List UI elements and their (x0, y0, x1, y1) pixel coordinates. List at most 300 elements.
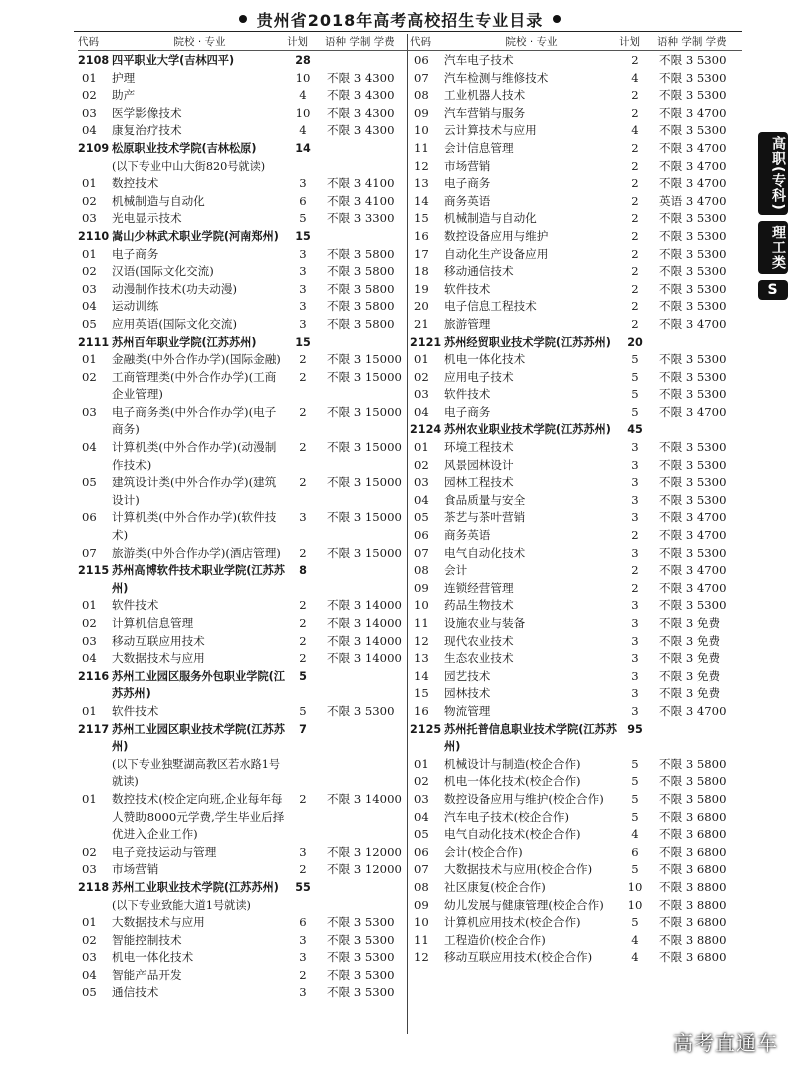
row-rest: 不限 3 5300 (327, 915, 395, 930)
right-column (410, 34, 742, 967)
row-code: 06 (414, 528, 429, 543)
row-plan: 5 (299, 211, 307, 226)
row-rest: 不限 3 5300 (659, 246, 727, 261)
row-rest: 不限 3 5800 (327, 264, 395, 279)
row-plan: 5 (299, 669, 307, 683)
major-row (410, 562, 742, 580)
row-plan: 2 (631, 281, 639, 296)
row-code: 03 (414, 791, 429, 806)
row-code: 2116 (78, 669, 110, 683)
row-plan: 5 (631, 756, 639, 771)
row-name: 商务英语 (444, 528, 491, 543)
row-rest: 不限 3 4700 (659, 528, 727, 543)
row-rest: 不限 3 15000 (327, 440, 402, 455)
row-name: 大数据技术与应用 (112, 651, 205, 666)
bullet-icon (239, 15, 247, 23)
row-rest: 不限 3 6800 (659, 844, 727, 859)
row-rest: 不限 3 15000 (327, 369, 402, 384)
row-name: 市场营销 (444, 158, 491, 173)
row-code: 13 (414, 176, 429, 191)
row-plan: 5 (631, 862, 639, 877)
school-row (78, 52, 410, 70)
row-name: 移动通信技术 (444, 264, 514, 279)
row-plan: 4 (299, 88, 307, 103)
major-row (410, 193, 742, 211)
row-code: 04 (414, 492, 429, 507)
major-row (410, 263, 742, 281)
major-row (78, 316, 410, 334)
row-code: 13 (414, 651, 429, 666)
row-rest: 不限 3 4700 (659, 158, 727, 173)
row-code: 15 (414, 686, 429, 701)
row-code: 03 (82, 633, 97, 648)
school-row (78, 562, 410, 597)
row-rest: 不限 3 15000 (327, 352, 402, 367)
major-row (78, 105, 410, 123)
bullet-icon (553, 15, 561, 23)
row-plan: 5 (631, 387, 639, 402)
row-rest: 不限 3 3300 (327, 211, 395, 226)
row-name: 茶艺与茶叶营销 (444, 510, 526, 525)
left-column (78, 34, 410, 1002)
row-code: 01 (82, 598, 97, 613)
major-row (410, 474, 742, 492)
row-name: 计算机信息管理 (112, 616, 194, 630)
row-plan: 3 (631, 616, 639, 630)
major-row (410, 791, 742, 809)
row-rest: 不限 3 4700 (659, 140, 727, 155)
row-name: 软件技术 (444, 281, 491, 296)
row-name: 康复治疗技术 (112, 123, 182, 138)
row-rest: 不限 3 8800 (659, 897, 727, 912)
row-plan: 10 (627, 879, 643, 894)
school-row (410, 421, 742, 439)
row-code: 10 (414, 598, 429, 613)
row-plan: 5 (631, 404, 639, 419)
row-code: 2121 (410, 335, 442, 349)
row-rest: 不限 3 5300 (659, 123, 727, 138)
header-plan: 计划 (619, 36, 640, 48)
row-rest: 不限 3 4700 (659, 176, 727, 191)
row-plan: 5 (299, 703, 307, 718)
row-name: 苏州农业职业技术学院(江苏苏州) (444, 423, 611, 437)
row-rest: 不限 3 12000 (327, 862, 402, 877)
major-row (410, 122, 742, 140)
row-name: 现代农业技术 (444, 633, 514, 648)
row-rest: 不限 3 免费 (659, 633, 721, 648)
major-row (78, 210, 410, 228)
row-code: 10 (414, 915, 429, 930)
row-rest: 不限 3 12000 (327, 844, 402, 859)
row-name: 生态农业技术 (444, 651, 514, 666)
row-name: 数控技术(校企定向班,企业每年每人赞助8000元学费,学生毕业后择优进入企业工作) (112, 791, 285, 842)
row-code: 01 (82, 176, 97, 191)
row-code: 01 (414, 440, 429, 455)
row-code: 06 (414, 53, 429, 67)
major-row (78, 298, 410, 316)
row-rest: 不限 3 5800 (327, 246, 395, 261)
row-plan: 45 (627, 423, 643, 437)
row-rest: 不限 3 14000 (327, 791, 402, 806)
row-name: 园林工程技术 (444, 475, 514, 490)
major-row (78, 844, 410, 862)
row-rest: 不限 3 5300 (659, 545, 727, 560)
row-rest: 不限 3 15000 (327, 404, 402, 419)
row-code: 14 (414, 668, 429, 683)
row-name: 护理 (112, 70, 136, 85)
school-row (78, 334, 410, 352)
row-plan: 3 (299, 264, 307, 279)
row-rest: 不限 3 4300 (327, 105, 395, 120)
row-rest: 不限 3 4300 (327, 88, 395, 103)
major-row (78, 509, 410, 544)
row-rest: 不限 3 6800 (659, 809, 727, 824)
major-row (410, 210, 742, 228)
row-name: 设施农业与装备 (444, 616, 526, 630)
row-plan: 3 (631, 510, 639, 525)
row-code: 02 (414, 457, 429, 472)
row-code: 04 (82, 123, 97, 138)
row-code: 2108 (78, 54, 110, 67)
row-code: 08 (414, 88, 429, 103)
row-code: 2125 (410, 722, 442, 736)
row-plan: 3 (631, 440, 639, 455)
major-row (78, 703, 410, 721)
row-name: (以下专业独墅湖高教区若水路1号就读) (112, 757, 281, 789)
row-plan: 2 (299, 651, 307, 666)
major-row (78, 545, 410, 563)
row-name: 苏州工业职业技术学院(江苏苏州) (112, 880, 279, 894)
row-name: (以下专业致能大道1号就读) (112, 898, 251, 912)
school-row (410, 721, 742, 756)
school-row (78, 668, 410, 703)
row-rest: 不限 3 15000 (327, 510, 402, 525)
major-row (78, 175, 410, 193)
row-rest: 不限 3 6800 (659, 827, 727, 842)
row-code: 09 (414, 105, 429, 120)
row-name: 会计信息管理 (444, 140, 514, 155)
major-row (410, 756, 742, 774)
row-plan: 2 (299, 475, 307, 490)
row-name: 旅游类(中外合作办学)(酒店管理) (112, 545, 281, 560)
row-name: 幼儿发展与健康管理(校企合作) (444, 897, 604, 912)
row-plan: 3 (631, 598, 639, 613)
row-rest: 不限 3 4100 (327, 193, 395, 208)
major-row (410, 105, 742, 123)
row-name: 智能控制技术 (112, 932, 182, 947)
tab-letter: S (758, 280, 788, 300)
row-rest: 不限 3 4700 (659, 580, 727, 595)
row-rest: 不限 3 5300 (659, 352, 727, 367)
row-name: 通信技术 (112, 985, 159, 1000)
row-code: 02 (82, 844, 97, 859)
row-name: 工程造价(校企合作) (444, 932, 546, 947)
row-rest: 不限 3 5300 (659, 369, 727, 384)
row-code: 09 (414, 580, 429, 595)
row-name: 四平职业大学(吉林四平) (112, 54, 235, 67)
row-code: 2117 (78, 722, 110, 736)
row-plan: 2 (631, 580, 639, 595)
major-row (410, 809, 742, 827)
row-name: 苏州高博软件技术职业学院(江苏苏州) (112, 564, 285, 595)
row-plan: 10 (295, 70, 311, 85)
row-name: 机电一体化技术(校企合作) (444, 774, 581, 789)
major-row (410, 932, 742, 950)
major-row (78, 949, 410, 967)
row-plan: 2 (631, 246, 639, 261)
row-name: 苏州工业园区职业技术学院(江苏苏州) (112, 722, 285, 754)
row-rest: 不限 3 5300 (327, 985, 395, 1000)
row-name: 园艺技术 (444, 668, 491, 683)
row-code: 01 (414, 352, 429, 367)
row-name: 数控技术 (112, 176, 159, 191)
row-rest: 不限 3 15000 (327, 545, 402, 560)
row-name: 机械制造与自动化 (112, 193, 205, 208)
major-row (410, 281, 742, 299)
row-name: 医学影像技术 (112, 105, 182, 120)
row-plan: 2 (631, 528, 639, 543)
row-code: 01 (414, 756, 429, 771)
tab-level: 高职(专科) (758, 132, 788, 215)
note-row (78, 158, 410, 176)
row-name: 食品质量与安全 (444, 492, 526, 507)
row-plan: 3 (631, 703, 639, 718)
major-row (78, 404, 410, 439)
major-row (78, 193, 410, 211)
row-plan: 2 (631, 193, 639, 208)
row-rest: 不限 3 5300 (659, 281, 727, 296)
title-rule (74, 31, 742, 32)
row-name: 旅游管理 (444, 316, 491, 331)
row-name: 动漫制作技术(功夫动漫) (112, 281, 237, 296)
row-name: 移动互联应用技术(校企合作) (444, 950, 593, 965)
major-row (410, 509, 742, 527)
row-rest: 不限 3 4300 (327, 123, 395, 138)
major-row (410, 685, 742, 703)
school-row (78, 228, 410, 246)
row-name: 苏州托普信息职业技术学院(江苏苏州) (444, 722, 617, 754)
row-rest: 不限 3 4300 (327, 70, 395, 85)
major-row (78, 615, 410, 633)
major-row (410, 633, 742, 651)
major-row (410, 369, 742, 387)
row-plan: 2 (631, 53, 639, 67)
major-row (78, 474, 410, 509)
row-code: 2118 (78, 880, 110, 894)
row-rest: 不限 3 5300 (659, 53, 727, 67)
major-row (410, 773, 742, 791)
row-plan: 2 (299, 633, 307, 648)
row-plan: 10 (627, 897, 643, 912)
school-row (78, 879, 410, 897)
row-rest: 不限 3 14000 (327, 633, 402, 648)
major-row (410, 228, 742, 246)
major-row (410, 949, 742, 967)
row-plan: 3 (299, 932, 307, 947)
row-plan: 2 (299, 616, 307, 630)
row-plan: 8 (299, 564, 307, 578)
row-code: 06 (414, 844, 429, 859)
watermark: 高考直通车 (673, 1031, 778, 1055)
row-rest: 不限 3 5300 (659, 492, 727, 507)
row-plan: 2 (631, 563, 639, 578)
row-code: 07 (414, 862, 429, 877)
row-code: 15 (414, 211, 429, 226)
major-row (410, 298, 742, 316)
row-plan: 2 (631, 264, 639, 279)
row-rest: 不限 3 5800 (659, 756, 727, 771)
row-name: 智能产品开发 (112, 967, 182, 982)
row-rest: 不限 3 5300 (327, 932, 395, 947)
row-rest: 不限 3 免费 (659, 651, 721, 666)
row-code: 04 (82, 967, 97, 982)
row-rest: 不限 3 5300 (327, 703, 395, 718)
row-name: 机械制造与自动化 (444, 211, 537, 226)
major-row (78, 967, 410, 985)
row-rest: 不限 3 5300 (327, 967, 395, 982)
row-plan: 15 (295, 229, 311, 243)
header-code: 代码 (78, 36, 99, 48)
row-code: 03 (82, 281, 97, 296)
row-rest: 不限 3 5300 (659, 440, 727, 455)
row-rest: 不限 3 5300 (659, 228, 727, 243)
row-rest: 不限 3 5300 (327, 950, 395, 965)
row-name: 药品生物技术 (444, 598, 514, 613)
row-code: 01 (82, 246, 97, 261)
row-name: 会计 (444, 563, 468, 578)
right-rows (410, 52, 742, 967)
header-code: 代码 (410, 36, 431, 48)
row-name: 园林技术 (444, 686, 491, 701)
major-row (78, 597, 410, 615)
table-header (410, 34, 742, 51)
row-code: 06 (82, 510, 97, 525)
row-name: 电子竞技运动与管理 (112, 844, 217, 859)
row-code: 03 (82, 862, 97, 877)
row-plan: 5 (631, 352, 639, 367)
row-rest: 不限 3 4700 (659, 510, 727, 525)
row-name: 金融类(中外合作办学)(国际金融) (112, 352, 281, 367)
row-name: 大数据技术与应用 (112, 915, 205, 930)
row-plan: 4 (299, 123, 307, 138)
row-name: 工商管理类(中外合作办学)(工商企业管理) (112, 369, 277, 402)
row-plan: 20 (627, 335, 643, 349)
row-plan: 2 (631, 316, 639, 331)
row-code: 03 (414, 387, 429, 402)
row-rest: 不限 3 5300 (659, 211, 727, 226)
row-plan: 10 (295, 105, 311, 120)
major-row (78, 70, 410, 88)
major-row (78, 246, 410, 264)
row-plan: 2 (631, 105, 639, 120)
row-plan: 3 (631, 457, 639, 472)
row-plan: 2 (299, 440, 307, 455)
school-row (78, 721, 410, 756)
row-name: 连锁经营管理 (444, 580, 514, 595)
row-code: 04 (82, 299, 97, 314)
row-name: 汽车电子技术(校企合作) (444, 809, 569, 824)
row-code: 02 (82, 369, 97, 384)
school-row (78, 140, 410, 158)
row-name: 汽车电子技术 (444, 53, 514, 67)
row-name: 电气自动化技术(校企合作) (444, 827, 581, 842)
row-name: 应用电子技术 (444, 369, 514, 384)
row-code: 16 (414, 228, 429, 243)
row-code: 04 (82, 651, 97, 666)
row-name: 嵩山少林武术职业学院(河南郑州) (112, 229, 279, 243)
row-rest: 不限 3 8800 (659, 879, 727, 894)
row-name: 软件技术 (112, 703, 159, 718)
row-code: 04 (414, 404, 429, 419)
row-plan: 2 (631, 299, 639, 314)
row-plan: 3 (299, 844, 307, 859)
major-row (410, 158, 742, 176)
row-name: 助产 (112, 88, 136, 103)
row-plan: 95 (627, 722, 643, 736)
major-row (410, 175, 742, 193)
row-name: 会计(校企合作) (444, 844, 523, 859)
row-code: 17 (414, 246, 429, 261)
major-row (410, 826, 742, 844)
row-name: 汉语(国际文化交流) (112, 264, 214, 279)
row-plan: 3 (299, 985, 307, 1000)
major-row (78, 369, 410, 404)
major-row (410, 597, 742, 615)
row-code: 05 (82, 985, 97, 1000)
row-code: 08 (414, 879, 429, 894)
row-code: 03 (82, 404, 97, 419)
row-plan: 3 (631, 475, 639, 490)
row-plan: 6 (299, 193, 307, 208)
row-rest: 不限 3 4700 (659, 404, 727, 419)
major-row (410, 87, 742, 105)
major-row (78, 984, 410, 1002)
row-code: 07 (82, 545, 97, 560)
row-name: 数控设备应用与维护(校企合作) (444, 791, 604, 806)
major-row (78, 122, 410, 140)
row-code: 08 (414, 563, 429, 578)
row-name: 计算机应用技术(校企合作) (444, 915, 581, 930)
row-rest: 不限 3 4700 (659, 703, 727, 718)
row-code: 05 (82, 316, 97, 331)
row-plan: 28 (295, 54, 311, 67)
major-row (78, 633, 410, 651)
row-name: 自动化生产设备应用 (444, 246, 549, 261)
row-plan: 4 (631, 70, 639, 85)
row-name: 工业机器人技术 (444, 88, 526, 103)
row-code: 01 (82, 703, 97, 718)
row-name: 电子信息工程技术 (444, 299, 537, 314)
major-row (410, 386, 742, 404)
row-code: 07 (414, 70, 429, 85)
row-name: 应用英语(国际文化交流) (112, 316, 237, 331)
row-code: 02 (82, 264, 97, 279)
row-plan: 2 (299, 791, 307, 806)
row-code: 2110 (78, 229, 110, 243)
row-plan: 4 (631, 123, 639, 138)
major-row (410, 492, 742, 510)
row-rest: 不限 3 5300 (659, 475, 727, 490)
row-code: 20 (414, 299, 429, 314)
row-code: 14 (414, 193, 429, 208)
major-row (78, 932, 410, 950)
row-plan: 2 (631, 176, 639, 191)
row-plan: 2 (631, 158, 639, 173)
row-rest: 不限 3 15000 (327, 475, 402, 490)
major-row (410, 70, 742, 88)
row-code: 03 (414, 475, 429, 490)
row-code: 11 (414, 140, 429, 155)
